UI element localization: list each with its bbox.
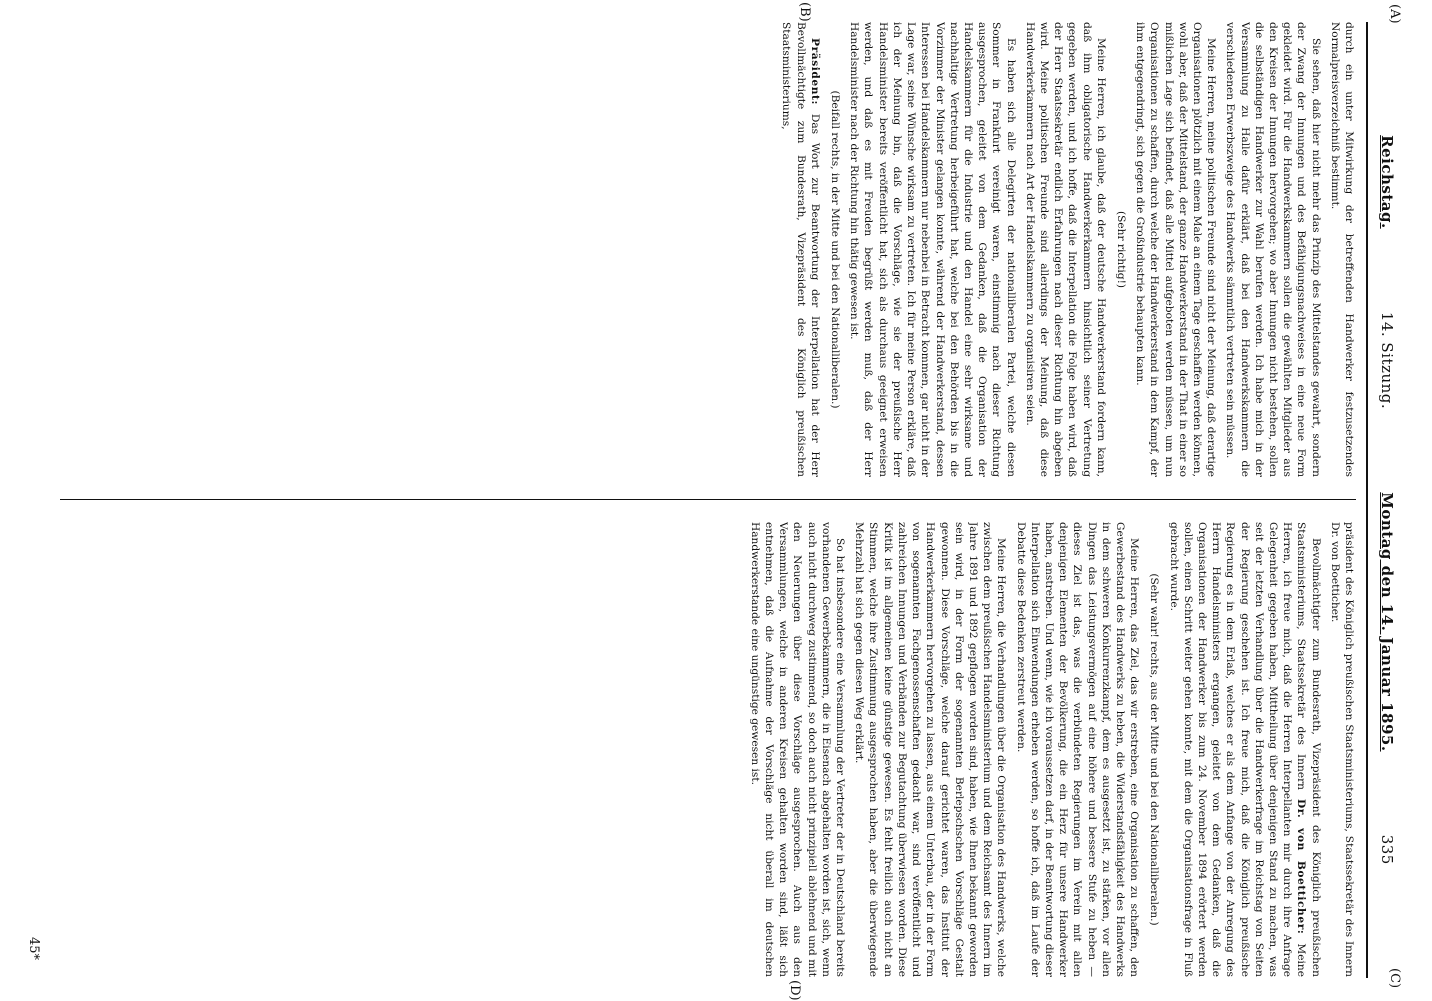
column-divider [60,499,1356,500]
right-paragraph: Meine Herren, das Ziel, das wir erstreben, eine Organisation zu schaffen, den Gewerbestand des Handwerks zu heben, die Widerstandsfähigkeit des Handwerks in dem schweren Konkurrenzkampf, dem es ausgesetzt ist, zu stärken, vor allen Dingen das Leistungsvermögen auf eine höhere und bessere Stufe zu heben — dieses Ziel ist das, was die verbündeten Regierungen im Verein mit allen denjenigen Elementen der Bevölkerung, die ein Herz für unsere Handwerker haben, anstreben. Und wenn, wie ich voraussetzen darf, in der Beantwortung dieser Interpellation sich Einwendungen erheben werden, so hoffe ich, daß im Laufe der Debatte diese Bedenken zerstreut werden. [1014,522,1141,977]
left-paragraph: Meine Herren, meine politischen Freunde sind nicht der Meinung, daß derartige Organisationen plötzlich mit einem Male an einem Tage geschaffen werden können, wohl aber, daß der Mittelstand, der ganze Handwerkerstand in der That in einer so mißlichen Lage sich befindet, daß alle Mittel aufgeboten werden müssen, um nun Organisationen zu schaffen, durch welche der Handwerkerstand in dem Kampf, der ihm entgegendringt, sich gegen die Großindustrie behaupten kann. [1134,22,1218,477]
left-paragraph: Meine Herren, ich glaube, daß der deutsche Handwerkerstand fordern kann, daß ihm obligatorische Handwerkerkammern hinsichtlich seiner Vertretung gegeben werden, und ich hoffe, daß die Interpellation die Folge haben wird, daß der Herr Staatssekretär endlich Erfahrungen nach dieser Richtung hin abgeben wird. Meine politischen Freunde sind allerdings der Meinung, daß diese Handwerkerkammern nach Art der Handelskammern zu organisiren seien. [1023,22,1107,477]
speaker-intro: Bevollmächtigter zum Bundesrath, Vizepräsident des Königlich preußischen Staatsministeriums, Staatssekretär des Innern [1295,522,1322,977]
margin-marker-b: (B) [797,2,812,22]
applause-note: (Sehr richtig!) [1114,211,1127,288]
left-paragraph: Sie sehen, daß hier nicht mehr das Prinzip des Mittelstandes gewahrt, sondern der Zwang der Innungen und des Befähigungsnachweises in eine neue Form gekleidet wird. Für die Handwerkskammern sollen die gewählten Mitglieder aus den Kreisen der Innungen hervorgehen; wo aber Innungen nicht bestehen, sollen die selbständigen Handwerker zur Wahl berufen werden. Ich habe mich in der Versammlung zu Halle dafür erklärt, daß bei den Handwerkskammern die verschiedenen Erwerbszweige des Handwerks sämmtlich vertreten sein müssen. [1224,22,1322,477]
header-left-title: Reichstag. [1378,135,1396,229]
left-column [60,22,1356,477]
left-paragraph: durch ein unter Mitwirkung der betreffenden Handwerker festzusetzendes Normalpreisverzeichniß bestimmt. [1328,22,1355,477]
right-paragraph: Meine Herren, die Verhandlungen über die Organisation des Handwerks, welche zwischen dem preußischen Handelsministerium und dem Reichsamt des Innern im Jahre 1891 und 1892 gepflogen worden sind, haben, wie Ihnen bekannt geworden sein wird, in der Form der sogenannten Berlepschschen Vorschläge Gestalt gewonnen. Diese Vorschläge, welche darauf gerichtet waren, das Institut der Handwerkerkammern hervorgehen zu lassen, aus einem Unterbau, der in der Form von sogenannten Fachgenossenschaften gedacht war, sind veröffentlicht und zahlreichen Innungen und Verbänden zur Begutachtung überwiesen worden. Diese Kritik ist im allgemeinen keine günstige gewesen. Es fehlt freilich auch nicht an Stimmen, welche ihre Zustimmung ausgesprochen haben, aber die überwiegende Mehrzahl hat sich gegen diesen Weg erklärt. [853,522,1008,977]
applause-note: (Beifall rechts, in der Mitte und bei den Nationalliberalen.) [829,90,842,409]
header-date: Montag den 14. Januar 1895. [1378,492,1396,752]
page-header [1370,22,1404,978]
speaker-label: Präsident: [808,38,821,106]
header-session: 14. Sitzung. [1378,311,1396,410]
margin-marker-d: (D) [787,980,802,1001]
right-paragraph: Meine Herren, ich freue mich, daß die Herren Interpellanten mir durch ihre Anfrage Gelegenheit gegeben haben, Mittheilung über denjenigen Stand zu machen, was seit der letzten Verhandlung über die Handwerkerfrage im Reichstag von Seiten der Regierung geschehen ist. Ich freue mich, daß die Königlich preußische Regierung es in dem Erlaß, welches er als dem Anfange von der Anregung des Herrn Handelsministers ergangen, geleitet von dem Gedanken, daß die Organisationen der Handwerker bis zum 24. November 1894 erörtert werden sollen, einen Schritt weiter gehen konnte, mit dem die Organisationsfrage in Fluß gebracht wurde. [1167,522,1308,977]
applause-note: (Sehr wahr! rechts, aus der Mitte und bei den Nationalliberalen.) [1148,573,1161,926]
speaker-name: Dr. von Boetticher: [1295,798,1308,935]
president-paragraph [779,22,822,477]
right-column [60,522,1356,977]
right-opening: präsident des Königlich preußischen Staatsministeriums, Staatssekretär des Innern Dr. von Boetticher. [1328,522,1355,977]
page-number: 335 [1378,834,1396,865]
header-rule [1366,22,1368,978]
signature-mark: 45* [26,936,41,960]
president-text: Das Wort zur Beantwortung der Interpellation hat der Herr Bevollmächtigte zum Bundesrath, Vizepräsident des Königlich preußischen Staatsministeriums, [780,22,821,477]
left-paragraph: Es haben sich alle Delegirten der nationalliberalen Partei, welche diesen Sommer in Frankfurt vereinigt waren, einstimmig nach dieser Richtung ausgesprochen, geleitet von dem Gedanken, daß die Organisation der Handelskammern für die Industrie und den Handel eine sehr wirksame und nachhaltige Vertretung herbeigeführt hat, welche bei den Behörden bis in die Vorzimmer der Minister gelangen konnte, während der Handwerkerstand, dessen Interessen bei Handelskammern nur nebenbei in Betracht kommen, gar nicht in der Lage war, seine Wünsche wirksam zu vertreten. Ich für meine Person erkläre, daß ich der Meinung bin, daß die Vorschläge, wie sie der preußische Herr Handelsminister bereits veröffentlicht hat, sich als durchaus geeignet erweisen werden, und daß es mit Freuden begrüßt werden muß, daß der Herr Handelsminister nach der Richtung hin thätig gewesen ist. [848,22,1017,477]
right-paragraph: So hat insbesondere eine Versammlung der Vertreter der in Deutschland bereits vorhandenen Gewerbekammern, die in Eisenach abgehalten worden ist, sich, wenn auch nicht durchweg zustimmend, so doch auch nicht prinzipiell ablehnend und mit den Neuerungen über diese Vorschläge ausgesprochen. Auch aus den Versammlungen, welche in anderen Kreisen gehalten worden sind, läßt sich entnehmen, daß die Aufnahme der Vorschläge nicht überall im deutschen Handwerkerstande eine ungünstige gewesen ist. [748,522,847,977]
margin-marker-a: (A) [1387,4,1402,24]
speaker-paragraph [1166,522,1322,977]
margin-marker-c: (C) [1387,968,1402,989]
